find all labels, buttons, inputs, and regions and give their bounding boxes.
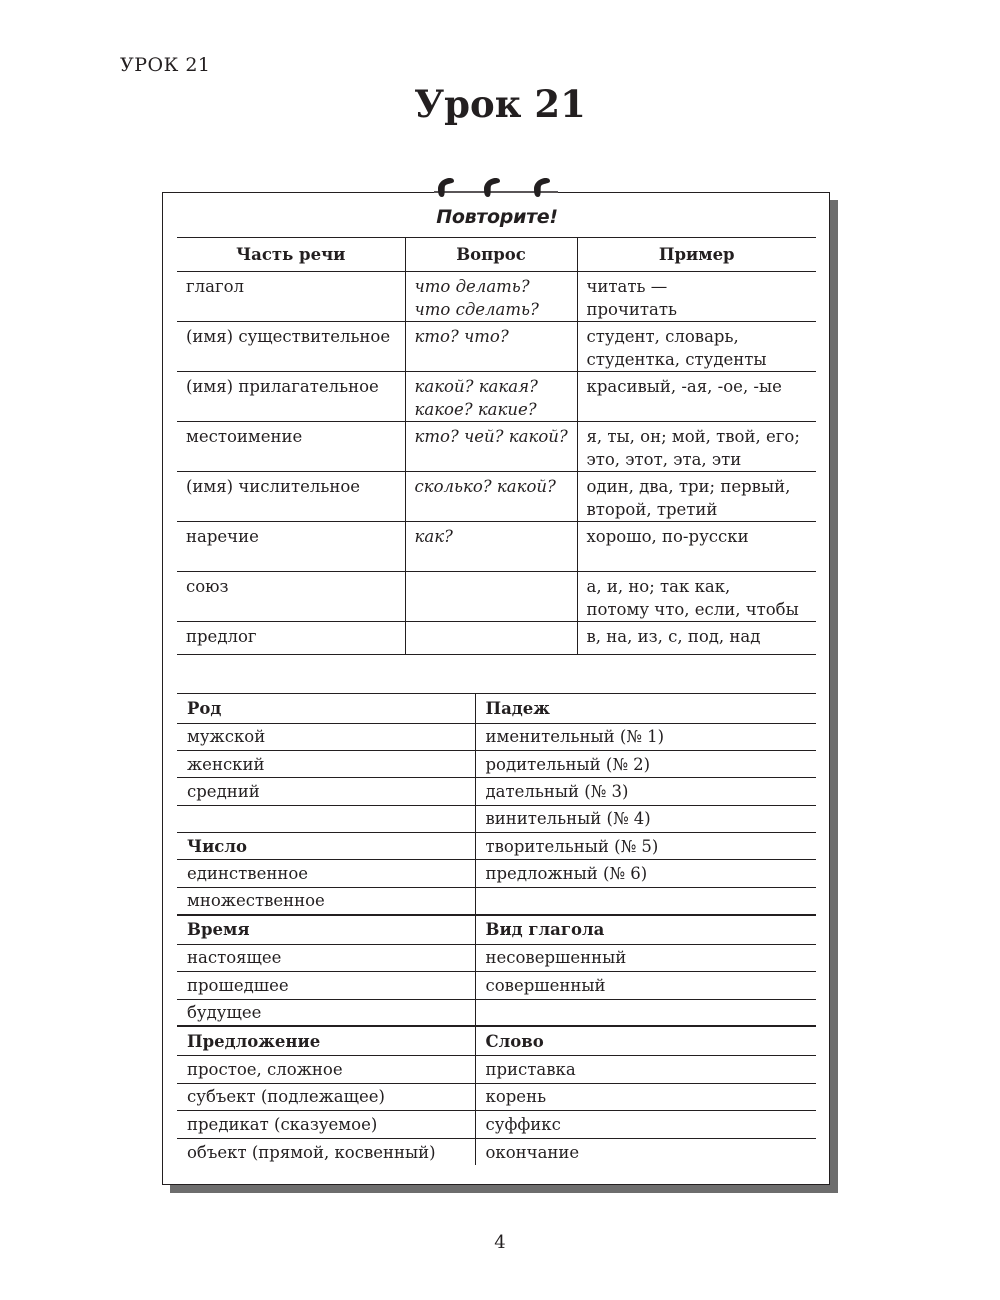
list-item: единственное	[177, 860, 475, 887]
category-heading: Слово	[475, 1026, 816, 1056]
part-of-speech-cell: наречие	[177, 522, 405, 572]
example-cell: в, на, из, с, под, над	[577, 622, 816, 655]
column-header: Часть речи	[177, 238, 405, 272]
example-cell: студент, словарь, студентка, студенты	[577, 322, 816, 372]
list-item: простое, сложное	[177, 1056, 475, 1083]
category-heading: Род	[177, 694, 475, 724]
table-row	[177, 322, 816, 372]
list-item: родительный (№ 2)	[475, 750, 816, 777]
part-of-speech-cell: глагол	[177, 272, 405, 322]
list-item: совершенный	[475, 972, 816, 999]
table-row	[177, 1111, 816, 1138]
table-row	[177, 750, 816, 777]
table-row	[177, 915, 816, 945]
part-of-speech-cell: (имя) прилагательное	[177, 372, 405, 422]
question-cell	[405, 572, 577, 622]
list-item: приставка	[475, 1056, 816, 1083]
list-item: суффикс	[475, 1111, 816, 1138]
column-header: Пример	[577, 238, 816, 272]
table-row	[177, 622, 816, 655]
table-row	[177, 1138, 816, 1165]
table-row	[177, 272, 816, 322]
part-of-speech-cell: предлог	[177, 622, 405, 655]
question-cell: кто? чей? какой?	[405, 422, 577, 472]
list-item: винительный (№ 4)	[475, 805, 816, 832]
part-of-speech-cell: местоимение	[177, 422, 405, 472]
question-cell: какой? какая? какое? какие?	[405, 372, 577, 422]
page-number: 4	[494, 1232, 506, 1253]
list-item: корень	[475, 1083, 816, 1110]
list-item: предикат (сказуемое)	[177, 1111, 475, 1138]
list-item: дательный (№ 3)	[475, 778, 816, 805]
table-row	[177, 887, 816, 914]
example-cell: читать — прочитать	[577, 272, 816, 322]
table-row	[177, 572, 816, 622]
table-row	[177, 805, 816, 832]
list-item: творительный (№ 5)	[475, 833, 816, 860]
running-header: УРОК 21	[120, 54, 211, 76]
example-cell: красивый, -ая, -ое, -ые	[577, 372, 816, 422]
part-of-speech-cell: (имя) существительное	[177, 322, 405, 372]
list-item: средний	[177, 778, 475, 805]
table-row	[177, 472, 816, 522]
example-cell: а, и, но; так как, потому что, если, чтобы	[577, 572, 816, 622]
category-heading: Число	[177, 833, 475, 860]
table-row	[177, 860, 816, 887]
part-of-speech-cell: союз	[177, 572, 405, 622]
part-of-speech-cell: (имя) числительное	[177, 472, 405, 522]
question-cell	[405, 622, 577, 655]
list-item: окончание	[475, 1138, 816, 1165]
question-cell: как?	[405, 522, 577, 572]
list-item: именительный (№ 1)	[475, 723, 816, 750]
list-item: предложный (№ 6)	[475, 860, 816, 887]
list-item: множественное	[187, 891, 325, 911]
lesson-title: Урок 21	[414, 82, 586, 126]
table-row	[177, 723, 816, 750]
example-cell: я, ты, он; мой, твой, его; это, этот, эта, эти	[577, 422, 816, 472]
review-card	[162, 192, 830, 1185]
table-row	[177, 972, 816, 999]
table-header-row	[177, 238, 816, 272]
category-heading: Время	[177, 915, 475, 945]
category-heading: Предложение	[177, 1026, 475, 1056]
table-row	[177, 1083, 816, 1110]
list-item: прошедшее	[177, 972, 475, 999]
list-item: настоящее	[177, 944, 475, 971]
table-row	[177, 694, 816, 724]
table-row	[177, 944, 816, 971]
category-heading: Падеж	[475, 694, 816, 724]
example-cell: один, два, три; первый, второй, третий	[577, 472, 816, 522]
grammar-categories-table	[177, 693, 816, 1165]
empty-cell	[475, 887, 816, 914]
table-row	[177, 778, 816, 805]
list-item: мужской	[177, 723, 475, 750]
table-row	[177, 833, 816, 860]
list-item: субъект (подлежащее)	[177, 1083, 475, 1110]
table-row	[177, 522, 816, 572]
empty-cell	[177, 805, 475, 832]
table-row	[177, 422, 816, 472]
parts-of-speech-table	[177, 237, 816, 655]
table-row	[177, 1026, 816, 1056]
table-row	[177, 372, 816, 422]
binder-rings-icon	[434, 175, 558, 205]
column-header: Вопрос	[405, 238, 577, 272]
list-item: женский	[177, 750, 475, 777]
table-row	[177, 1056, 816, 1083]
list-item: объект (прямой, косвенный)	[187, 1142, 436, 1162]
example-cell: хорошо, по-русски	[577, 522, 816, 572]
card-heading: Повторите!	[436, 206, 558, 228]
category-heading: Вид глагола	[475, 915, 816, 945]
question-cell: кто? что?	[405, 322, 577, 372]
empty-cell	[475, 999, 816, 1026]
list-item: несовершенный	[475, 944, 816, 971]
question-cell: сколько? какой?	[405, 472, 577, 522]
question-cell: что делать? что сделать?	[405, 272, 577, 322]
table-row	[177, 999, 816, 1026]
list-item: будущее	[187, 1002, 262, 1022]
